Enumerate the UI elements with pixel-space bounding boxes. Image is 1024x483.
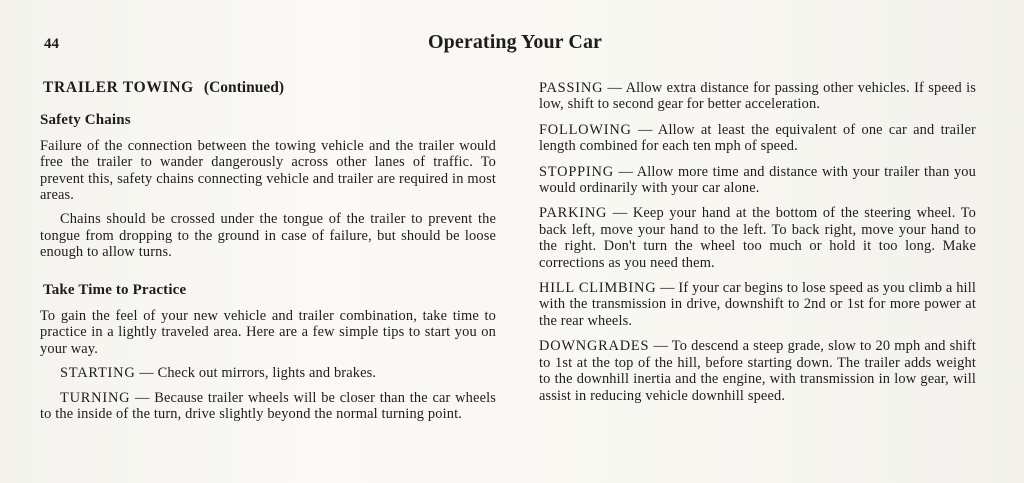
tip-parking-label: PARKING <box>539 205 608 222</box>
tip-following <box>539 122 976 155</box>
tip-turning-label: TURNING <box>60 389 131 406</box>
tip-passing-label: PASSING <box>539 80 604 96</box>
section-title-text: TRAILER TOWING <box>43 79 194 96</box>
tip-hill-climbing <box>539 280 976 329</box>
tip-starting-label: STARTING <box>60 365 136 382</box>
tip-passing-text: — Allow extra distance for passing other vehicles. If speed is low, shift to second gear for better acceleration. <box>539 80 976 113</box>
page-title: Operating Your Car <box>428 31 603 53</box>
safety-chains-heading: Safety Chains <box>40 112 131 129</box>
left-column <box>40 78 496 431</box>
tip-parking <box>539 205 976 271</box>
tip-following-text: — Allow at least the equivalent of one car and trailer length combined for each ten mph of speed. <box>539 121 976 155</box>
page-number: 44 <box>44 36 59 52</box>
tip-stopping-label: STOPPING <box>539 163 614 180</box>
tip-stopping <box>539 164 976 197</box>
tip-downgrades-label: DOWNGRADES <box>539 338 650 355</box>
tip-hill-climbing-label: HILL CLIMBING <box>539 280 657 297</box>
right-column <box>539 80 976 413</box>
tip-downgrades-text: — To descend a steep grade, slow to 20 mph and shift to 1st at the top of the hill, before starting down. The trailer adds weight to the downhill inertia and the engine, with transmission in low gear, will assist in reducing vehicle downhill speed. <box>539 338 976 404</box>
safety-chains-paragraph-1: Failure of the connection between the towing vehicle and the trailer would free the trailer to wander dangerously across other lanes of traffic. To prevent this, safety chains connecting vehicle and trailer are required in most areas. <box>40 137 496 204</box>
safety-chains-paragraph-2: Chains should be crossed under the tongue of the trailer to prevent the tongue from dropping to the ground in case of failure, but should be loose enough to allow turns. <box>40 211 496 261</box>
tip-passing <box>539 80 976 113</box>
section-title <box>43 80 496 96</box>
tip-starting-text: — Check out mirrors, lights and brakes. <box>135 365 377 382</box>
tip-downgrades <box>539 338 976 404</box>
tip-parking-text: — Keep your hand at the bottom of the steering wheel. To back left, move your hand to the left. To back right, move your hand to the right. Don't turn the wheel too much or hold it too long. Make corrections as you need them. <box>539 205 976 271</box>
tip-following-label: FOLLOWING <box>539 121 632 138</box>
tip-stopping-text: — Allow more time and distance with your trailer than you would ordinarily with your car alone. <box>539 163 976 197</box>
section-title-continued: (Continued) <box>203 79 285 96</box>
tip-hill-climbing-text: — If your car begins to lose speed as you climb a hill with the transmission in drive, downshift to 2nd or 1st for more power at the rear wheels. <box>539 280 976 329</box>
tip-turning-text: — Because trailer wheels will be closer than the car wheels to the inside of the turn, drive slightly beyond the normal turning point. <box>40 389 496 423</box>
tip-starting <box>40 365 496 381</box>
practice-intro-paragraph: To gain the feel of your new vehicle and trailer combination, take time to practice in a lightly traveled area. Here are a few simple tips to start you on your way. <box>40 308 496 357</box>
practice-heading: Take Time to Practice <box>43 281 187 298</box>
tip-turning <box>40 390 496 423</box>
